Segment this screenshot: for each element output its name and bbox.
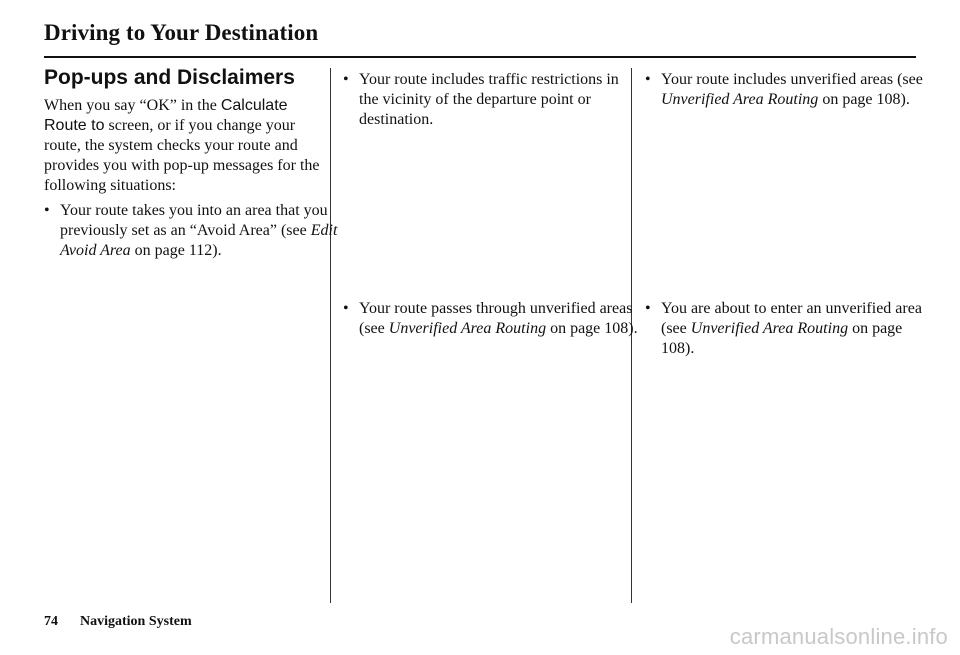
bullet-item-includes-unverified: • Your route includes unverified areas (see Unverified Area Routing on page 108).	[645, 71, 923, 108]
page-number: 74	[44, 614, 58, 629]
bullet-item-passes-unverified: • Your route passes through unverified areas (see Unverified Area Routing on page 108).	[343, 300, 638, 337]
cross-reference: Unverified Area Routing	[690, 320, 849, 337]
column-divider-1	[330, 68, 331, 603]
bullet-item-avoid-area: • Your route takes you into an area that you previously set as an “Avoid Area” (see Edit Avoid Area on page 112).	[44, 202, 338, 259]
header-rule	[44, 56, 916, 58]
intro-suffix: screen, or if you change your route, the system checks your route and provides you with pop-up messages for the following situations:	[44, 117, 320, 194]
bullet-icon: •	[343, 300, 349, 317]
page-title: Driving to Your Destination	[44, 20, 319, 45]
intro-paragraph	[44, 96, 320, 196]
cross-reference: Edit Avoid Area	[60, 222, 338, 259]
bullet-icon: •	[44, 202, 50, 219]
cross-reference: Unverified Area Routing	[661, 91, 819, 108]
bullet-icon: •	[343, 71, 349, 88]
bullet-icon: •	[645, 300, 651, 317]
bullet-item-enter-unverified: • You are about to enter an unverified area (see Unverified Area Routing on page 108).	[645, 300, 922, 357]
footer-label: Navigation System	[80, 614, 192, 629]
page-footer	[44, 614, 192, 630]
bullet-item-traffic-restrictions: • Your route includes traffic restrictions in the vicinity of the departure point or destination.	[343, 71, 619, 128]
cross-reference: Unverified Area Routing	[388, 320, 547, 337]
intro-prefix: When you say “OK” in the	[44, 97, 221, 114]
bullet-icon: •	[645, 71, 651, 88]
watermark: carmanualsonline.info	[729, 624, 948, 649]
screen-name: Calculate Route to	[44, 97, 288, 134]
section-heading: Pop-ups and Disclaimers	[44, 66, 295, 89]
